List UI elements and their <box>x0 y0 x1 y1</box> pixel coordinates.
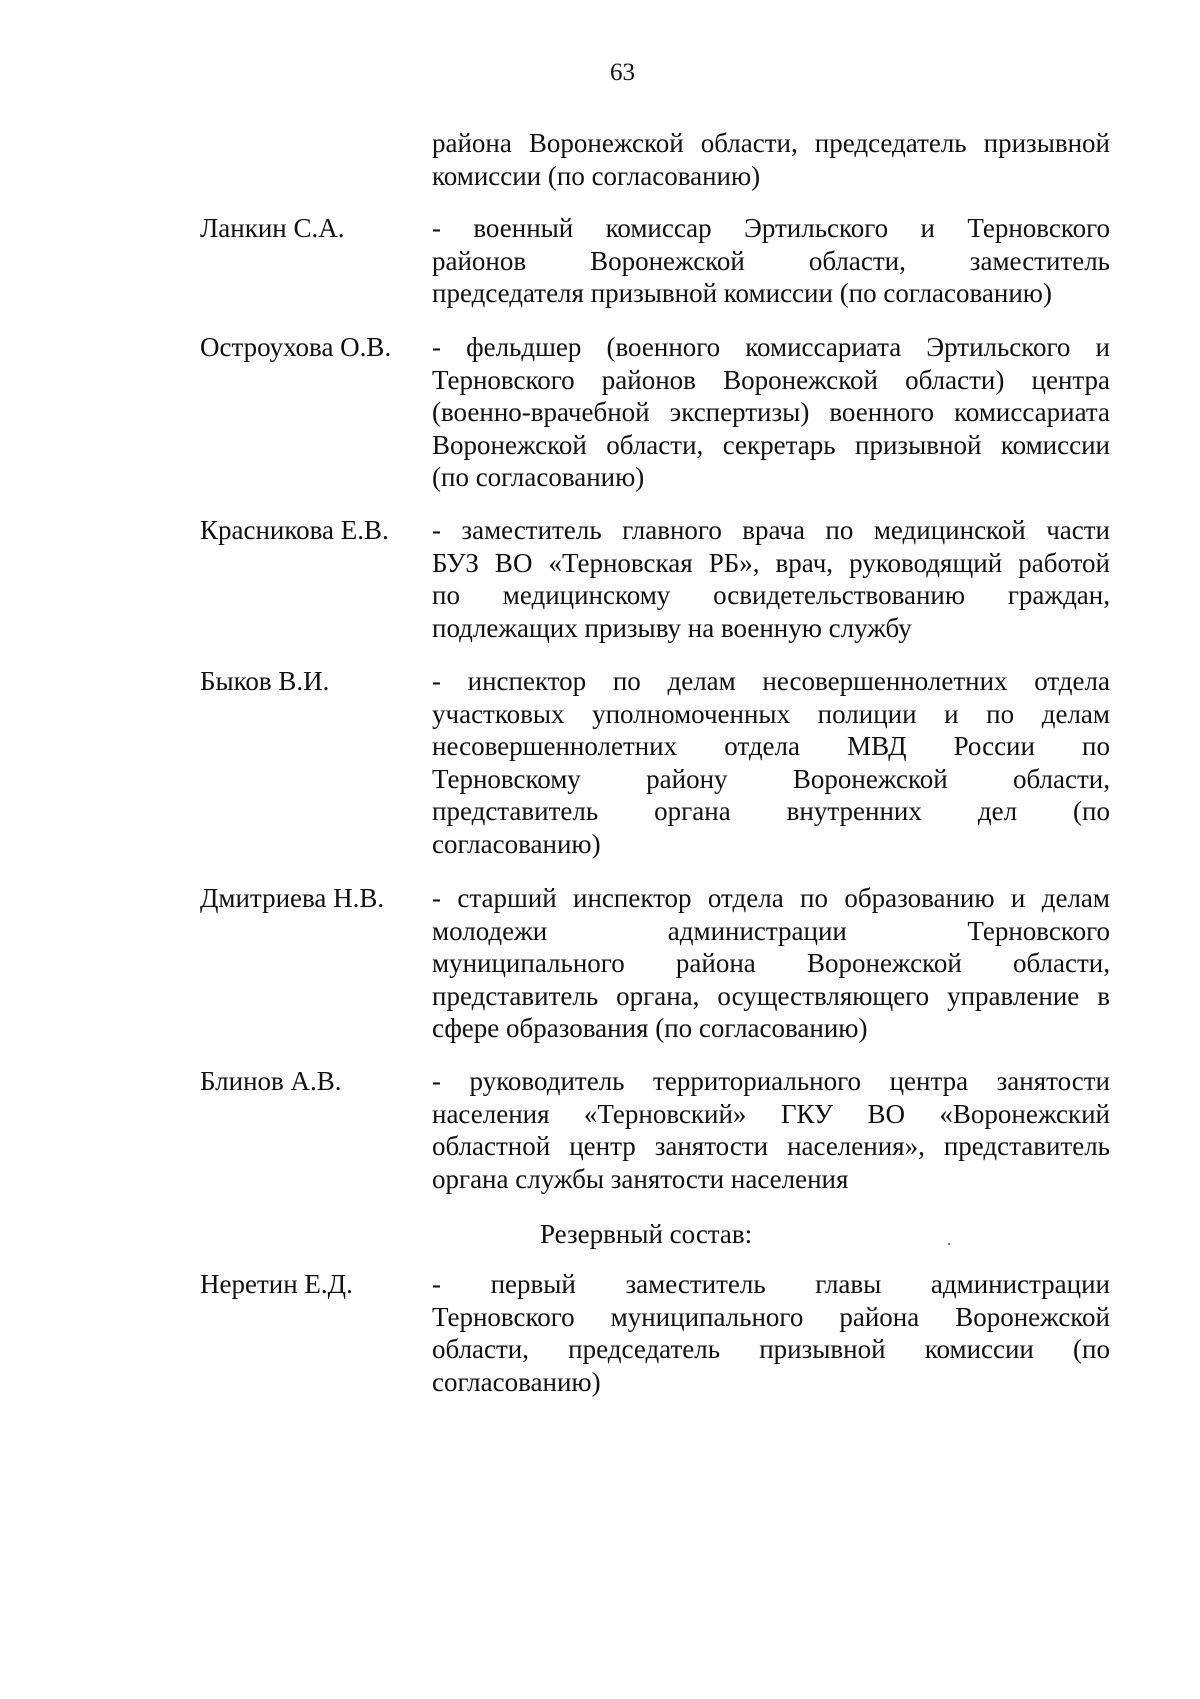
text-line: (военно-врачебной экспертизы) военного комиссариата <box>432 397 1110 427</box>
member-name: Ланкин С.А. <box>200 213 345 243</box>
member-name: Красникова Е.В. <box>200 515 389 545</box>
text-line: молодежи администрации Терновского <box>432 915 1110 946</box>
member-description <box>432 514 1110 644</box>
member-description <box>432 1065 1110 1195</box>
text-line: - фельдшер (военного комиссариата Эртильского и <box>432 332 1110 362</box>
text-line: по медицинскому освидетельствованию граждан, <box>432 580 1110 610</box>
member-name: Блинов А.В. <box>200 1066 342 1096</box>
text-line: - старший инспектор отдела по образованию и делам <box>432 883 1110 913</box>
member-name: Остроухова О.В. <box>200 332 392 362</box>
scan-speck <box>948 1243 950 1245</box>
member-description <box>432 665 1110 860</box>
reserve-heading: Резервный состав: <box>540 1219 753 1249</box>
text-line: областной центр занятости населения», представитель <box>432 1131 1110 1161</box>
page-number: 63 <box>610 59 635 86</box>
text-line: муниципального района Воронежской области, <box>432 948 1110 978</box>
text-line: представитель органа, осуществляющего управление в <box>432 980 1110 1011</box>
member-description <box>432 882 1110 1045</box>
text-line: - руководитель территориального центра занятости <box>432 1066 1110 1096</box>
text-line: представитель органа внутренних дел (по <box>432 796 1110 826</box>
continuation-text <box>432 127 1110 192</box>
text-line: органа службы занятости населения <box>432 1163 849 1194</box>
text-line: участковых уполномоченных полиции и по делам <box>432 698 1110 729</box>
text-line: сфере образования (по согласованию) <box>432 1013 868 1043</box>
text-line: подлежащих призыву на военную службу <box>432 612 912 643</box>
text-line: - военный комиссар Эртильского и Терновского <box>432 213 1110 243</box>
text-line: БУЗ ВО «Терновская РБ», врач, руководящий работой <box>432 547 1110 578</box>
member-description <box>432 331 1110 494</box>
member-description <box>432 1268 1110 1398</box>
text-line: несовершеннолетних отдела МВД России по <box>432 731 1110 761</box>
text-line: (по согласованию) <box>432 462 645 492</box>
text-line: Терновскому району Воронежской области, <box>432 763 1110 794</box>
text-line: районов Воронежской области, заместитель <box>432 245 1110 276</box>
text-line: - первый заместитель главы администрации <box>432 1269 1110 1299</box>
text-line: - заместитель главного врача по медицинской части <box>432 515 1110 545</box>
text-line: района Воронежской области, председатель призывной <box>432 128 1110 158</box>
member-name: Неретин Е.Д. <box>200 1269 353 1299</box>
text-line: согласованию) <box>432 1366 601 1397</box>
text-line: - инспектор по делам несовершеннолетних отдела <box>432 666 1110 696</box>
text-line: Терновского муниципального района Воронежской <box>432 1301 1110 1332</box>
text-line: председателя призывной комиссии (по согласованию) <box>432 278 1052 308</box>
text-line: Терновского районов Воронежской области) центра <box>432 364 1110 395</box>
member-name: Быков В.И. <box>200 666 330 696</box>
text-line: населения «Терновский» ГКУ ВО «Воронежский <box>432 1098 1110 1129</box>
member-description <box>432 212 1110 310</box>
member-name: Дмитриева Н.В. <box>200 883 385 913</box>
text-line: комиссии (по согласованию) <box>432 160 761 191</box>
text-line: области, председатель призывной комиссии (по <box>432 1334 1110 1364</box>
text-line: Воронежской области, секретарь призывной комиссии <box>432 429 1110 460</box>
text-line: согласованию) <box>432 828 601 859</box>
